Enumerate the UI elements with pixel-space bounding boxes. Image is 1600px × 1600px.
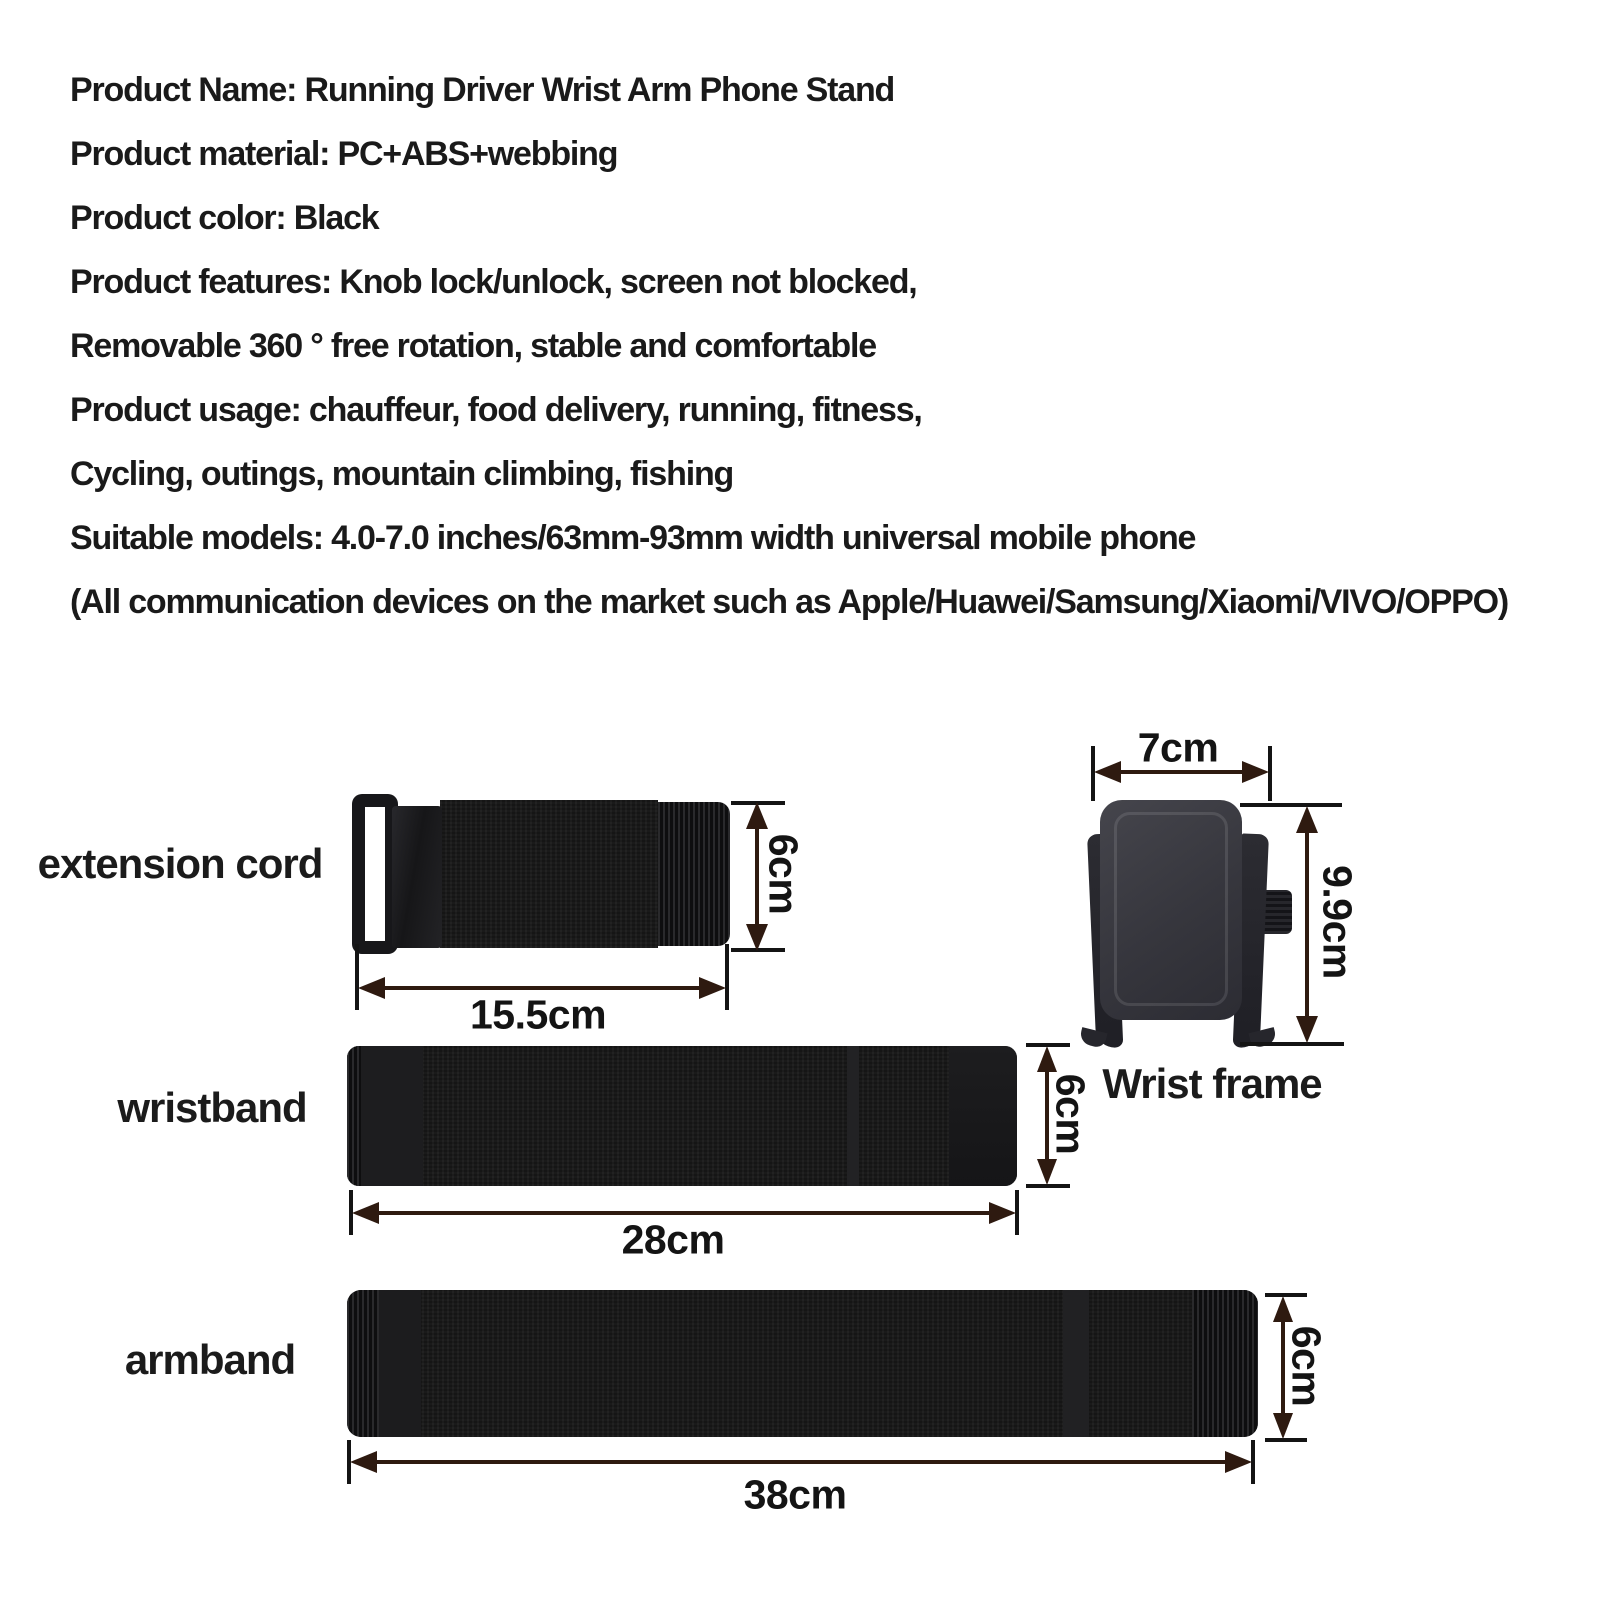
armband-right-rib-end (1192, 1290, 1258, 1437)
wristband-left-rib-edge (347, 1046, 361, 1186)
armband-width-value: 38cm (743, 1471, 847, 1518)
wristband-width-value: 28cm (621, 1216, 725, 1263)
spec-line: Product material: PC+ABS+webbing (70, 135, 618, 173)
spec-line: Cycling, outings, mountain climbing, fishing (70, 455, 734, 493)
extension-cord-elastic-band (440, 800, 658, 948)
spec-line: (All communication devices on the market such as Apple/Huawei/Samsung/Xiaomi/VIVO/OPPO) (70, 583, 1508, 621)
extension-cord-width-value: 15.5cm (469, 991, 607, 1038)
spec-line: Suitable models: 4.0-7.0 inches/63mm-93mm width universal mobile phone (70, 519, 1196, 557)
extension-cord-velcro-end (658, 802, 730, 946)
wristband-right-end (949, 1046, 1017, 1186)
armband-left-cap (379, 1290, 421, 1437)
spec-line: Product Name: Running Driver Wrist Arm Phone Stand (70, 71, 895, 109)
spec-line: Product color: Black (70, 199, 379, 237)
product-spec-text (70, 58, 1508, 634)
armband-height-value: 6cm (1283, 1325, 1330, 1407)
armband-strap (347, 1290, 1258, 1437)
armband-velcro-seam (1063, 1290, 1089, 1437)
armband-label: armband (124, 1336, 296, 1383)
wristband-label: wristband (117, 1084, 307, 1131)
wristband-strap (347, 1046, 1017, 1186)
extension-cord-label: extension cord (37, 840, 323, 887)
wrist-frame-height-value: 9.9cm (1314, 865, 1361, 979)
buckle-leather-loop (392, 806, 442, 948)
wristband-velcro-seam (847, 1046, 859, 1186)
holder-back-plate (1100, 800, 1242, 1020)
wrist-frame-width-value: 7cm (1137, 724, 1219, 771)
wristband-height-value: 6cm (1047, 1073, 1094, 1155)
spec-line: Removable 360 ° free rotation, stable and comfortable (70, 327, 876, 365)
armband-left-rib-edge (347, 1290, 379, 1437)
spec-line: Product features: Knob lock/unlock, screen not blocked, (70, 263, 917, 301)
wrist-frame-label: Wrist frame (1102, 1060, 1322, 1107)
holder-inner-outline (1114, 812, 1228, 1006)
spec-line: Product usage: chauffeur, food delivery, running, fitness, (70, 391, 922, 429)
extension-cord-height-value: 6cm (760, 833, 807, 915)
